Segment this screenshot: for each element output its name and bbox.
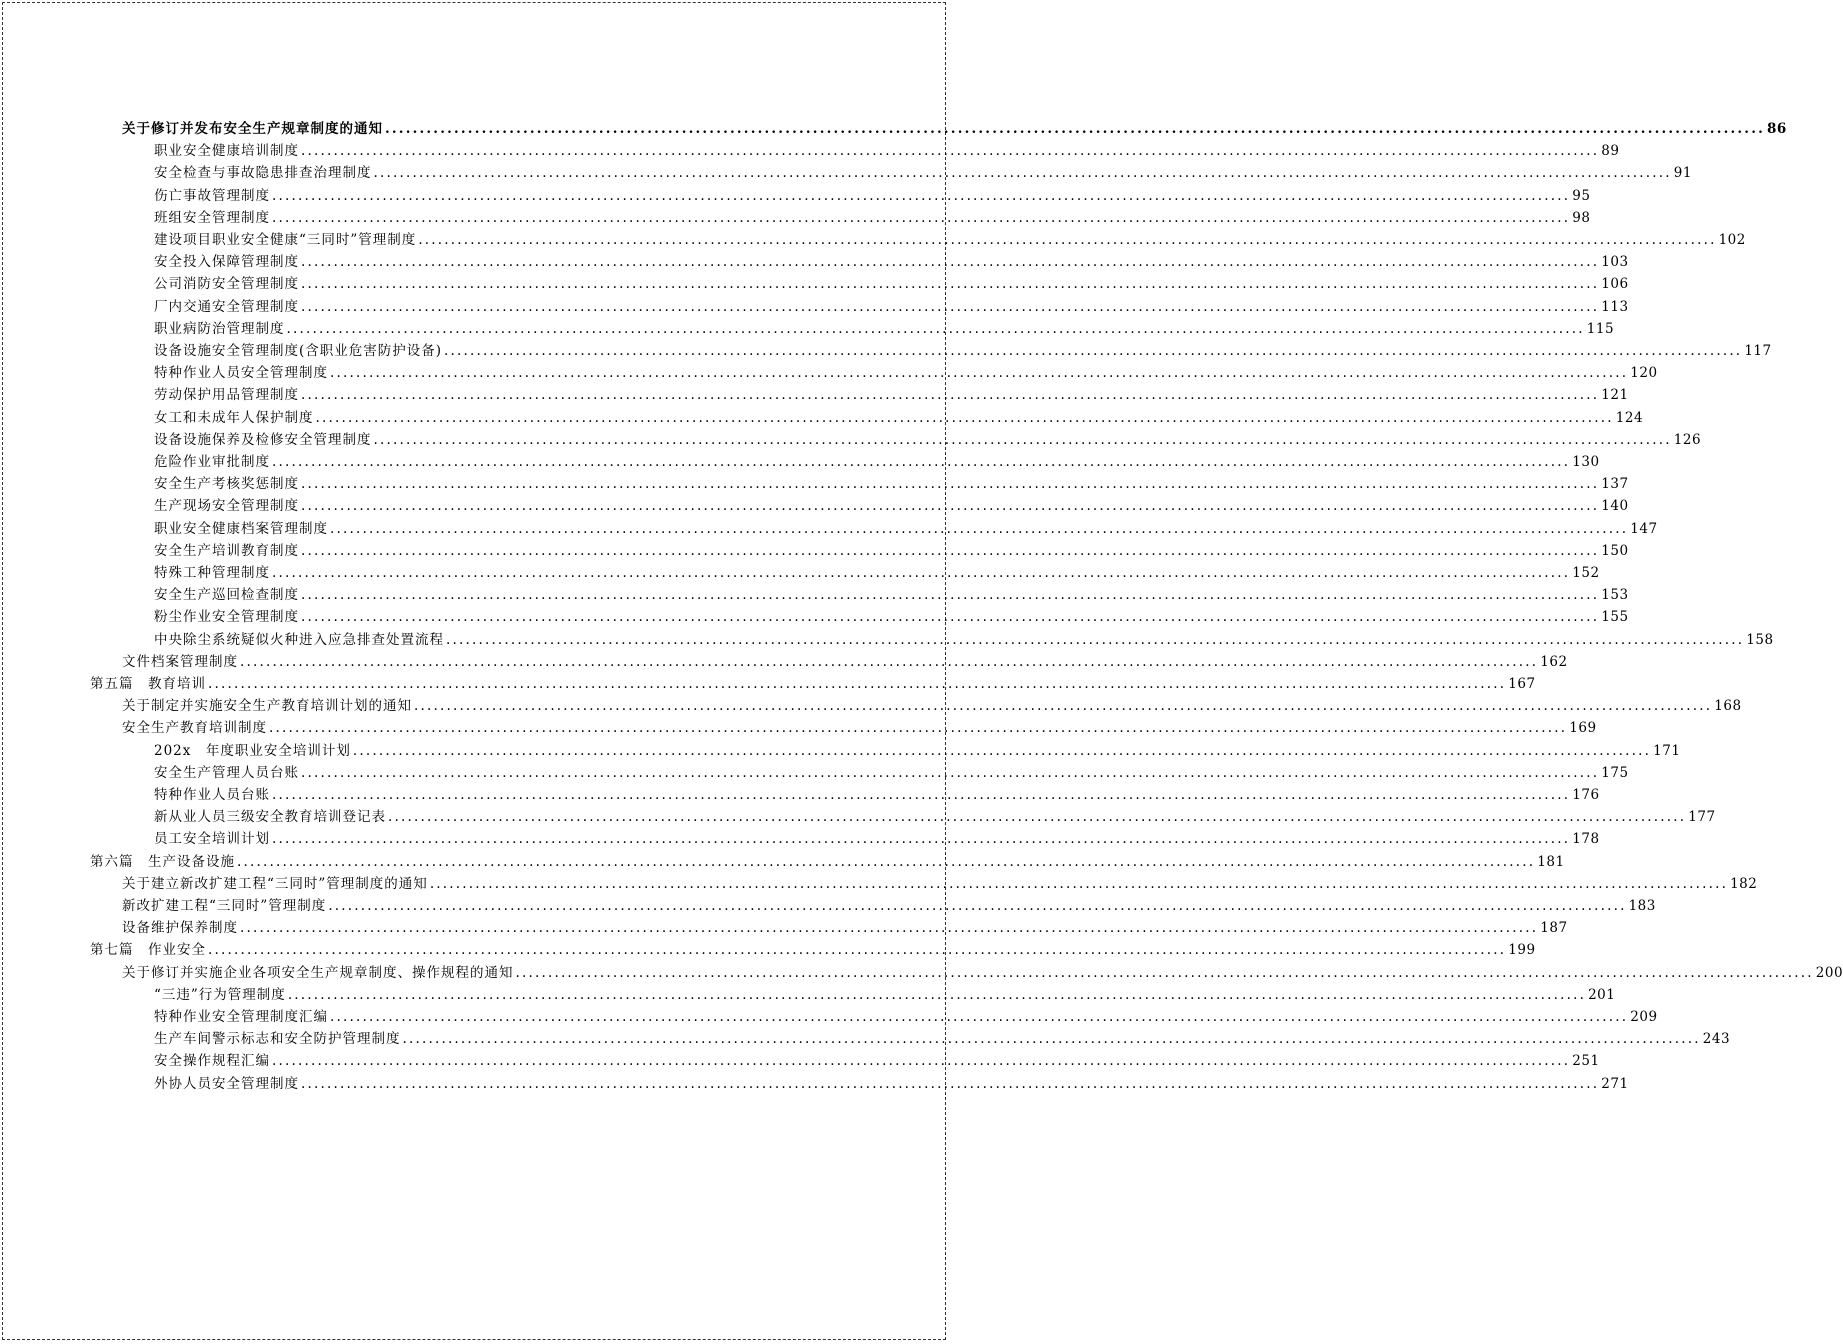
toc-page-number: 271	[1601, 1075, 1629, 1092]
toc-entry[interactable]	[154, 783, 1600, 805]
toc-entry-title: 安全投入保障管理制度	[154, 254, 299, 271]
toc-page-number: 178	[1572, 831, 1600, 848]
toc-dot-leader: ........................................................................................................................................................................................................	[240, 920, 1539, 937]
toc-entry[interactable]	[154, 739, 1681, 761]
toc-dot-leader: ........................................................................................................................................................................................................	[272, 187, 1571, 204]
toc-entry[interactable]	[154, 539, 1629, 561]
toc-entry[interactable]	[154, 450, 1600, 472]
toc-dot-leader: ........................................................................................................................................................................................................	[301, 1075, 1600, 1092]
toc-entry[interactable]	[90, 938, 1536, 960]
toc-dot-leader: ........................................................................................................................................................................................................	[301, 387, 1600, 404]
toc-dot-leader: ........................................................................................................................................................................................................	[315, 409, 1614, 426]
toc-entry-title: 安全生产培训教育制度	[154, 542, 299, 559]
toc-entry[interactable]	[154, 805, 1716, 827]
toc-page-number: 102	[1718, 232, 1746, 248]
toc-entry[interactable]	[122, 894, 1656, 916]
toc-page-number: 168	[1714, 698, 1742, 715]
toc-dot-leader: ........................................................................................................................................................................................................	[286, 320, 1585, 337]
toc-dot-leader: ........................................................................................................................................................................................................	[402, 1031, 1701, 1048]
toc-dot-leader: ........................................................................................................................................................................................................	[237, 853, 1536, 870]
toc-dot-leader: ........................................................................................................................................................................................................	[446, 631, 1745, 648]
toc-dot-leader: ........................................................................................................................................................................................................	[301, 476, 1600, 493]
toc-dot-leader: ........................................................................................................................................................................................................	[444, 343, 1743, 359]
toc-dot-leader: ........................................................................................................................................................................................................	[330, 365, 1629, 382]
toc-entry-title: 202x 年度职业安全培训计划	[154, 742, 351, 759]
toc-page-number: 155	[1601, 609, 1629, 626]
toc-entry[interactable]	[154, 472, 1629, 494]
toc-entry-title: 班组安全管理制度	[154, 209, 270, 226]
toc-page-number: 199	[1508, 942, 1536, 959]
toc-entry[interactable]	[154, 361, 1658, 383]
toc-entry-title: 安全生产巡回检查制度	[154, 587, 299, 604]
toc-entry-title: 安全操作规程汇编	[154, 1053, 270, 1070]
toc-entry[interactable]	[122, 650, 1568, 672]
toc-page-number: 120	[1630, 365, 1658, 382]
toc-page-number: 137	[1601, 476, 1629, 493]
toc-dot-leader: ........................................................................................................................................................................................................	[301, 254, 1600, 271]
toc-dot-leader: ........................................................................................................................................................................................................	[418, 232, 1717, 248]
toc-dot-leader: ........................................................................................................................................................................................................	[301, 298, 1600, 315]
toc-entry-title: 建设项目职业安全健康“三同时”管理制度	[154, 232, 417, 248]
toc-dot-leader: ........................................................................................................................................................................................................	[373, 165, 1672, 182]
toc-entry[interactable]	[154, 1005, 1658, 1027]
toc-entry-title: 公司消防安全管理制度	[154, 276, 299, 293]
toc-page-number: 152	[1572, 565, 1600, 581]
toc-entry[interactable]	[154, 628, 1774, 650]
toc-entry[interactable]	[154, 983, 1616, 1005]
toc-dot-leader: ........................................................................................................................................................................................................	[208, 942, 1507, 959]
toc-page-number: 162	[1540, 653, 1568, 670]
toc-entry[interactable]	[154, 517, 1658, 539]
toc-entry-title: 设备维护保养制度	[122, 920, 238, 937]
toc-entry[interactable]	[90, 850, 1565, 872]
toc-dot-leader: ........................................................................................................................................................................................................	[208, 676, 1507, 692]
toc-entry-title: 设备设施保养及检修安全管理制度	[154, 431, 372, 448]
toc-page-number: 175	[1601, 764, 1629, 781]
toc-page-number: 98	[1572, 209, 1591, 226]
toc-dot-leader: ........................................................................................................................................................................................................	[301, 276, 1600, 293]
toc-dot-leader: ........................................................................................................................................................................................................	[269, 720, 1568, 737]
toc-entry[interactable]	[154, 228, 1746, 250]
toc-entry[interactable]	[90, 672, 1536, 694]
toc-dot-leader: ........................................................................................................................................................................................................	[272, 454, 1571, 470]
toc-entry[interactable]	[154, 272, 1629, 294]
toc-dot-leader: ........................................................................................................................................................................................................	[414, 698, 1713, 715]
toc-dot-leader: ........................................................................................................................................................................................................	[287, 986, 1587, 1003]
toc-entry-title: 关于修订并发布安全生产规章制度的通知	[122, 121, 383, 137]
toc-entry-title: 职业病防治管理制度	[154, 320, 285, 337]
toc-page-number: 181	[1537, 853, 1565, 870]
toc-page-number: 182	[1730, 875, 1758, 892]
toc-dot-leader: ........................................................................................................................................................................................................	[330, 520, 1629, 537]
toc-entry[interactable]	[154, 383, 1629, 405]
toc-page-number: 117	[1744, 343, 1772, 359]
toc-dot-leader: ........................................................................................................................................................................................................	[301, 587, 1600, 604]
toc-entry-title: 第五篇 教育培训	[90, 676, 206, 692]
toc-entry[interactable]	[154, 494, 1629, 516]
toc-entry[interactable]	[122, 961, 1843, 983]
toc-entry-title: 生产现场安全管理制度	[154, 498, 299, 515]
toc-entry[interactable]	[154, 561, 1600, 583]
toc-dot-leader: ........................................................................................................................................................................................................	[385, 121, 1765, 137]
toc-page-number: 113	[1601, 298, 1629, 315]
toc-entry-title: 特殊工种管理制度	[154, 565, 270, 581]
toc-entry[interactable]	[122, 716, 1597, 738]
toc-entry[interactable]	[154, 250, 1629, 272]
toc-entry[interactable]	[154, 761, 1629, 783]
toc-entry-title: 特种作业人员安全管理制度	[154, 365, 328, 382]
toc-page-number: 115	[1586, 320, 1615, 337]
toc-page-number: 103	[1601, 254, 1629, 271]
toc-page-number: 106	[1601, 276, 1629, 293]
toc-entry-title: 员工安全培训计划	[154, 831, 270, 848]
toc-entry-title: 外协人员安全管理制度	[154, 1075, 299, 1092]
toc-page-number: 176	[1572, 787, 1600, 803]
toc-entry[interactable]	[122, 694, 1742, 716]
toc-dot-leader: ........................................................................................................................................................................................................	[373, 431, 1672, 448]
toc-page-number: 140	[1601, 498, 1629, 515]
toc-entry[interactable]	[154, 317, 1615, 339]
toc-page-number: 183	[1628, 898, 1656, 914]
toc-entry-title: 职业安全健康档案管理制度	[154, 520, 328, 537]
toc-dot-leader: ........................................................................................................................................................................................................	[272, 831, 1571, 848]
toc-entry[interactable]	[154, 605, 1629, 627]
toc-page-number: 86	[1767, 121, 1787, 137]
toc-entry[interactable]	[154, 827, 1600, 849]
toc-entry-title: 文件档案管理制度	[122, 653, 238, 670]
toc-entry-title: 关于制定并实施安全生产教育培训计划的通知	[122, 698, 412, 715]
toc-page-number: 91	[1673, 165, 1692, 182]
toc-page-number: 171	[1653, 742, 1681, 759]
toc-dot-leader: ........................................................................................................................................................................................................	[352, 742, 1652, 759]
toc-entry-title: 中央除尘系统疑似火种进入应急排查处置流程	[154, 631, 444, 648]
toc-page-number: 121	[1601, 387, 1629, 404]
toc-page-number: 158	[1746, 631, 1774, 648]
toc-page-number: 251	[1572, 1053, 1600, 1070]
toc-dot-leader: ........................................................................................................................................................................................................	[272, 1053, 1571, 1070]
toc-entry[interactable]	[154, 206, 1591, 228]
toc-entry-title: 厂内交通安全管理制度	[154, 298, 299, 315]
toc-entry-title: 伤亡事故管理制度	[154, 187, 270, 204]
toc-dot-leader: ........................................................................................................................................................................................................	[301, 143, 1600, 160]
toc-entry-title: 粉尘作业安全管理制度	[154, 609, 299, 626]
toc-dot-leader: ........................................................................................................................................................................................................	[301, 764, 1600, 781]
toc-page-number: 200	[1815, 964, 1843, 981]
toc-dot-leader: ........................................................................................................................................................................................................	[272, 565, 1571, 581]
toc-page-number: 89	[1601, 143, 1620, 160]
toc-dot-leader: ........................................................................................................................................................................................................	[272, 209, 1571, 226]
toc-page-number: 126	[1673, 431, 1702, 448]
toc-entry[interactable]	[154, 1027, 1731, 1049]
toc-dot-leader: ........................................................................................................................................................................................................	[301, 609, 1600, 626]
toc-page-number: 95	[1572, 187, 1591, 204]
toc-page-number: 209	[1630, 1009, 1658, 1025]
toc-entry[interactable]	[122, 916, 1568, 938]
toc-page-number: 150	[1601, 542, 1629, 559]
toc-entry-title: 危险作业审批制度	[154, 454, 270, 470]
toc-entry-title: 特种作业人员台账	[154, 787, 270, 803]
toc-entry[interactable]	[154, 161, 1692, 183]
toc-entry-title: “三违”行为管理制度	[154, 986, 286, 1003]
toc-entry-title: 设备设施安全管理制度(含职业危害防护设备)	[154, 343, 443, 359]
toc-entry-title: 生产车间警示标志和安全防护管理制度	[154, 1031, 401, 1048]
toc-entry[interactable]	[154, 1072, 1629, 1094]
toc-dot-leader: ........................................................................................................................................................................................................	[301, 498, 1600, 515]
toc-entry-title: 安全生产管理人员台账	[154, 764, 299, 781]
toc-entry-title: 安全生产教育培训制度	[122, 720, 267, 737]
toc-entry[interactable]	[154, 1049, 1600, 1071]
toc-entry-title: 关于建立新改扩建工程“三同时”管理制度的通知	[122, 875, 428, 892]
toc-dot-leader: ........................................................................................................................................................................................................	[388, 809, 1687, 826]
toc-dot-leader: ........................................................................................................................................................................................................	[240, 653, 1539, 670]
toc-entry[interactable]	[154, 295, 1629, 317]
toc-dot-leader: ........................................................................................................................................................................................................	[429, 875, 1729, 892]
toc-dot-leader: ........................................................................................................................................................................................................	[328, 898, 1627, 914]
toc-entry[interactable]	[154, 139, 1620, 161]
toc-entry-title: 第七篇 作业安全	[90, 942, 206, 959]
toc-page-number: 243	[1702, 1031, 1731, 1048]
toc-entry-title: 安全生产考核奖惩制度	[154, 476, 299, 493]
toc-entry[interactable]	[154, 406, 1644, 428]
toc-page-number: 177	[1688, 809, 1716, 826]
toc-entry[interactable]	[154, 428, 1702, 450]
toc-page-number: 167	[1508, 676, 1536, 692]
toc-entry-title: 新改扩建工程“三同时”管理制度	[122, 898, 327, 914]
toc-page-number: 201	[1588, 986, 1616, 1003]
toc-entry[interactable]	[122, 872, 1758, 894]
toc-entry-title: 关于修订并实施企业各项安全生产规章制度、操作规程的通知	[122, 964, 514, 981]
toc-page-number: 130	[1572, 454, 1600, 470]
toc-dot-leader: ........................................................................................................................................................................................................	[272, 787, 1571, 803]
toc-page-number: 124	[1615, 409, 1644, 426]
toc-dot-leader: ........................................................................................................................................................................................................	[301, 542, 1600, 559]
toc-dot-leader: ........................................................................................................................................................................................................	[515, 964, 1814, 981]
toc-entry-title: 新从业人员三级安全教育培训登记表	[154, 809, 386, 826]
toc-page-number: 169	[1569, 720, 1597, 737]
toc-entry-title: 劳动保护用品管理制度	[154, 387, 299, 404]
toc-entry-title: 职业安全健康培训制度	[154, 143, 299, 160]
toc-dot-leader: ........................................................................................................................................................................................................	[330, 1009, 1629, 1025]
toc-entry-title: 安全检查与事故隐患排查治理制度	[154, 165, 372, 182]
toc-entry[interactable]	[154, 184, 1591, 206]
toc-page-number: 147	[1630, 520, 1658, 537]
toc-page-number: 153	[1601, 587, 1629, 604]
toc-entry-title: 第六篇 生产设备设施	[90, 853, 235, 870]
toc-entry[interactable]	[154, 339, 1772, 361]
toc-entry-title: 女工和未成年人保护制度	[154, 409, 314, 426]
toc-entry[interactable]	[154, 583, 1629, 605]
toc-entry-title: 特种作业安全管理制度汇编	[154, 1009, 328, 1025]
toc-entry[interactable]	[122, 117, 1787, 139]
toc-page-number: 187	[1540, 920, 1568, 937]
